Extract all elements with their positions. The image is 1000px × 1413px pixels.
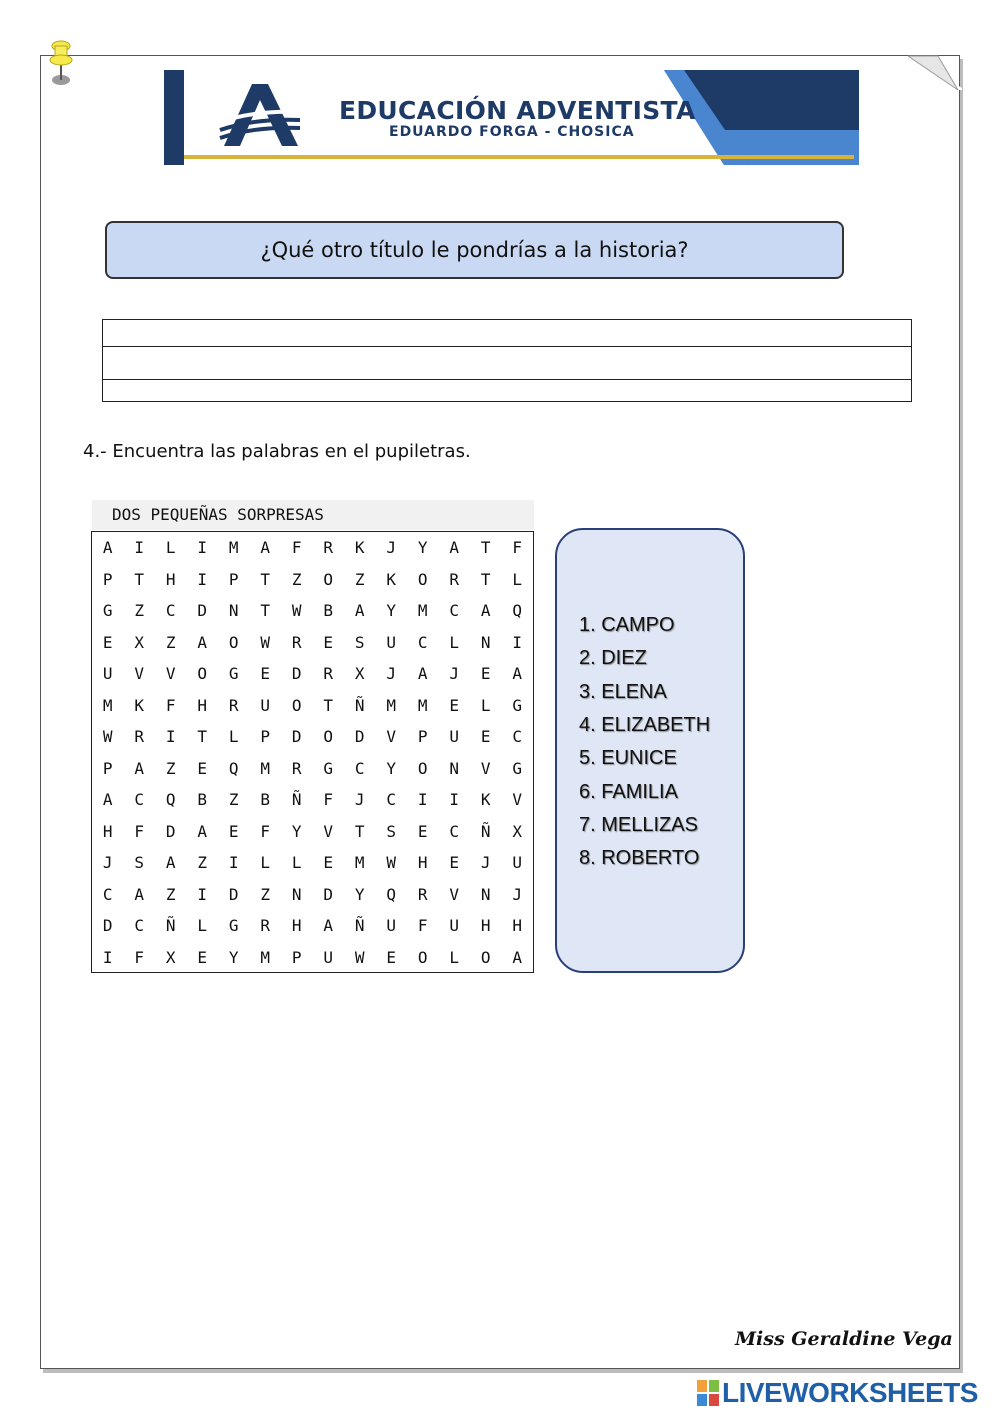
- grid-letter[interactable]: T: [323, 695, 334, 715]
- grid-letter[interactable]: Z: [134, 601, 145, 620]
- grid-letter[interactable]: K: [134, 695, 145, 715]
- grid-letter[interactable]: S: [354, 632, 365, 652]
- grid-letter[interactable]: E: [323, 853, 334, 872]
- word-list-item: 1. CAMPO: [579, 614, 675, 636]
- question-heading: ¿Qué otro título le pondrías a la historia?: [105, 221, 844, 279]
- teacher-signature: Miss Geraldine Vega: [735, 1328, 953, 1350]
- word-list-box: [555, 528, 745, 973]
- grid-letter[interactable]: G: [102, 601, 113, 620]
- grid-letter[interactable]: Z: [291, 569, 302, 589]
- grid-letter[interactable]: O: [417, 758, 428, 778]
- grid-letter[interactable]: H: [102, 821, 113, 841]
- grid-letter[interactable]: R: [228, 695, 239, 715]
- grid-letter[interactable]: E: [197, 758, 208, 778]
- grid-letter[interactable]: Z: [165, 632, 176, 652]
- liveworksheets-brand[interactable]: [697, 1376, 978, 1410]
- grid-letter[interactable]: M: [260, 758, 271, 778]
- grid-letter[interactable]: U: [449, 727, 460, 746]
- grid-letter[interactable]: N: [449, 758, 460, 778]
- grid-letter[interactable]: L: [449, 947, 460, 967]
- grid-letter[interactable]: P: [417, 727, 428, 746]
- grid-letter[interactable]: U: [102, 664, 113, 683]
- grid-letter[interactable]: H: [197, 695, 208, 715]
- grid-letter[interactable]: L: [291, 853, 302, 872]
- grid-letter[interactable]: C: [134, 916, 145, 935]
- grid-letter[interactable]: Y: [386, 758, 397, 778]
- grid-letter[interactable]: E: [323, 632, 334, 652]
- grid-letter[interactable]: Q: [386, 884, 397, 904]
- grid-letter[interactable]: N: [291, 884, 302, 904]
- grid-letter[interactable]: J: [102, 853, 113, 872]
- grid-letter[interactable]: A: [260, 538, 271, 557]
- grid-letter[interactable]: Ñ: [291, 790, 302, 809]
- grid-letter[interactable]: U: [323, 947, 334, 967]
- grid-letter[interactable]: I: [197, 569, 208, 589]
- grid-letter[interactable]: F: [134, 821, 145, 841]
- grid-letter[interactable]: A: [197, 632, 208, 652]
- answer-line: [103, 379, 911, 380]
- grid-letter[interactable]: R: [260, 916, 271, 935]
- grid-letter[interactable]: E: [102, 632, 113, 652]
- grid-letter[interactable]: K: [480, 790, 491, 809]
- grid-letter[interactable]: T: [197, 727, 208, 746]
- grid-letter[interactable]: C: [449, 821, 460, 841]
- grid-letter[interactable]: Y: [417, 538, 428, 557]
- grid-letter[interactable]: Z: [354, 569, 365, 589]
- grid-letter[interactable]: J: [354, 790, 365, 809]
- word-list-item: 3. ELENA: [579, 680, 667, 703]
- answer-area[interactable]: [102, 319, 912, 402]
- grid-letter[interactable]: Ñ: [354, 916, 365, 935]
- grid-letter[interactable]: R: [291, 758, 302, 778]
- grid-letter[interactable]: Y: [291, 821, 302, 841]
- grid-letter[interactable]: C: [386, 790, 397, 809]
- grid-letter[interactable]: U: [386, 632, 397, 652]
- grid-letter[interactable]: R: [417, 884, 428, 904]
- grid-letter[interactable]: F: [512, 538, 523, 557]
- grid-letter[interactable]: O: [228, 632, 239, 652]
- brand-name: LIVEWORKSHEETS: [722, 1377, 978, 1408]
- grid-letter[interactable]: A: [417, 664, 428, 683]
- grid-letter[interactable]: L: [197, 916, 208, 935]
- grid-letter[interactable]: H: [480, 916, 491, 935]
- grid-letter[interactable]: X: [134, 632, 145, 652]
- grid-letter[interactable]: V: [386, 727, 397, 746]
- grid-letter[interactable]: D: [165, 821, 176, 841]
- grid-letter[interactable]: E: [228, 821, 239, 841]
- grid-letter[interactable]: B: [260, 790, 271, 809]
- school-name: EDUCACIÓN ADVENTISTA: [339, 96, 696, 125]
- grid-letter[interactable]: J: [480, 853, 491, 872]
- grid-letter[interactable]: X: [354, 664, 365, 683]
- grid-letter[interactable]: P: [228, 569, 239, 589]
- grid-letter[interactable]: C: [417, 632, 428, 652]
- grid-letter[interactable]: F: [260, 821, 271, 841]
- grid-letter[interactable]: D: [354, 727, 365, 746]
- grid-letter[interactable]: V: [480, 758, 491, 778]
- grid-letter[interactable]: A: [512, 664, 523, 683]
- grid-letter[interactable]: V: [449, 884, 460, 904]
- grid-letter[interactable]: U: [449, 916, 460, 935]
- grid-letter[interactable]: D: [323, 884, 334, 904]
- word-list-item: 2. DIEZ: [579, 647, 647, 670]
- grid-letter[interactable]: N: [480, 884, 491, 904]
- grid-letter[interactable]: Y: [354, 884, 365, 904]
- grid-letter[interactable]: B: [323, 601, 334, 620]
- grid-letter[interactable]: O: [323, 727, 334, 746]
- exercise-instruction: 4.- Encuentra las palabras en el pupiletras.: [83, 441, 471, 462]
- grid-letter[interactable]: A: [102, 538, 113, 557]
- grid-letter[interactable]: M: [386, 695, 397, 715]
- grid-letter[interactable]: D: [291, 727, 302, 746]
- grid-letter[interactable]: P: [291, 947, 302, 967]
- grid-letter[interactable]: Y: [386, 601, 397, 620]
- word-list-item: 5. EUNICE: [579, 747, 677, 770]
- grid-letter[interactable]: V: [323, 821, 334, 841]
- grid-letter[interactable]: G: [228, 664, 239, 683]
- grid-letter[interactable]: E: [480, 727, 491, 746]
- grid-letter[interactable]: A: [134, 884, 145, 904]
- grid-letter[interactable]: D: [291, 664, 302, 683]
- grid-letter[interactable]: M: [417, 601, 428, 620]
- grid-letter[interactable]: D: [102, 916, 113, 935]
- grid-letter[interactable]: M: [417, 695, 428, 715]
- page-curl-icon: [908, 52, 962, 92]
- grid-letter[interactable]: I: [197, 538, 208, 557]
- grid-letter[interactable]: R: [134, 727, 145, 746]
- grid-letter[interactable]: T: [480, 569, 491, 589]
- grid-letter[interactable]: I: [134, 538, 145, 557]
- grid-letter[interactable]: O: [417, 947, 428, 967]
- grid-letter[interactable]: B: [197, 790, 208, 809]
- pushpin-icon: [46, 40, 76, 88]
- grid-letter[interactable]: C: [512, 727, 523, 746]
- grid-letter[interactable]: A: [512, 947, 523, 967]
- grid-letter[interactable]: F: [417, 916, 428, 935]
- grid-letter[interactable]: I: [165, 727, 176, 746]
- grid-letter[interactable]: E: [386, 947, 397, 967]
- grid-letter[interactable]: W: [386, 853, 397, 872]
- grid-letter[interactable]: E: [480, 664, 491, 683]
- grid-letter[interactable]: O: [480, 947, 491, 967]
- grid-letter[interactable]: L: [228, 727, 239, 746]
- grid-letter[interactable]: J: [512, 884, 523, 904]
- grid-letter[interactable]: P: [102, 758, 113, 778]
- grid-letter[interactable]: L: [480, 695, 491, 715]
- grid-letter[interactable]: G: [512, 758, 523, 778]
- grid-letter[interactable]: P: [102, 569, 113, 589]
- grid-letter[interactable]: L: [165, 538, 176, 557]
- grid-letter[interactable]: T: [260, 569, 271, 589]
- grid-letter[interactable]: D: [197, 601, 208, 620]
- grid-letter[interactable]: H: [417, 853, 428, 872]
- grid-letter[interactable]: U: [512, 853, 523, 872]
- grid-letter[interactable]: R: [323, 664, 334, 683]
- grid-letter[interactable]: K: [354, 538, 365, 557]
- grid-letter[interactable]: Z: [165, 758, 176, 778]
- grid-letter[interactable]: X: [165, 947, 176, 967]
- word-search-grid[interactable]: [91, 531, 534, 973]
- grid-letter[interactable]: Y: [228, 947, 239, 967]
- grid-letter[interactable]: W: [291, 601, 302, 620]
- grid-letter[interactable]: F: [134, 947, 145, 967]
- grid-letter[interactable]: T: [354, 821, 365, 841]
- grid-letter[interactable]: C: [102, 884, 113, 904]
- grid-letter[interactable]: C: [354, 758, 365, 778]
- grid-letter[interactable]: F: [291, 538, 302, 557]
- grid-letter[interactable]: O: [323, 569, 334, 589]
- grid-letter[interactable]: V: [134, 664, 145, 683]
- grid-letter[interactable]: F: [165, 695, 176, 715]
- grid-letter[interactable]: Z: [165, 884, 176, 904]
- grid-letter[interactable]: I: [197, 884, 208, 904]
- grid-letter[interactable]: G: [228, 916, 239, 935]
- grid-letter[interactable]: P: [260, 727, 271, 746]
- grid-letter[interactable]: L: [449, 632, 460, 652]
- grid-letter[interactable]: V: [165, 664, 176, 683]
- grid-letter[interactable]: F: [323, 790, 334, 809]
- grid-letter[interactable]: M: [260, 947, 271, 967]
- word-list-item: 8. ROBERTO: [579, 847, 700, 870]
- grid-letter[interactable]: R: [291, 632, 302, 652]
- grid-letter[interactable]: A: [134, 758, 145, 778]
- grid-letter[interactable]: Q: [165, 790, 176, 809]
- puzzle-title: DOS PEQUEÑAS SORPRESAS: [92, 500, 534, 530]
- grid-letter[interactable]: I: [228, 853, 239, 872]
- grid-letter[interactable]: L: [512, 569, 523, 589]
- grid-letter[interactable]: R: [323, 538, 334, 557]
- grid-letter[interactable]: I: [417, 790, 428, 809]
- grid-letter[interactable]: I: [512, 632, 523, 652]
- grid-letter[interactable]: J: [449, 664, 460, 683]
- grid-letter[interactable]: Z: [228, 790, 239, 809]
- grid-letter[interactable]: A: [449, 538, 460, 557]
- grid-letter[interactable]: T: [260, 601, 271, 620]
- answer-line: [103, 346, 911, 347]
- grid-letter[interactable]: C: [165, 601, 176, 620]
- grid-letter[interactable]: O: [417, 569, 428, 589]
- grid-letter[interactable]: G: [512, 695, 523, 715]
- grid-letter[interactable]: L: [260, 853, 271, 872]
- word-list-item: 6. FAMILIA: [579, 780, 678, 803]
- grid-letter[interactable]: A: [354, 601, 365, 620]
- grid-letter[interactable]: A: [480, 601, 491, 620]
- campus-name: EDUARDO FORGA - CHOSICA: [389, 124, 635, 140]
- grid-letter[interactable]: T: [480, 538, 491, 557]
- grid-letter[interactable]: Q: [228, 758, 239, 778]
- grid-letter[interactable]: M: [354, 853, 365, 872]
- grid-letter[interactable]: T: [134, 569, 145, 589]
- grid-letter[interactable]: A: [323, 916, 334, 935]
- grid-letter[interactable]: E: [197, 947, 208, 967]
- word-list-item: 4. ELIZABETH: [579, 713, 711, 736]
- grid-letter[interactable]: H: [291, 916, 302, 935]
- grid-letter[interactable]: I: [449, 790, 460, 809]
- grid-letter[interactable]: H: [512, 916, 523, 935]
- grid-letter[interactable]: U: [386, 916, 397, 935]
- grid-letter[interactable]: E: [449, 695, 460, 715]
- grid-letter[interactable]: K: [386, 569, 397, 589]
- grid-letter[interactable]: A: [165, 853, 176, 872]
- word-list-item: 7. MELLIZAS: [579, 813, 698, 836]
- grid-letter[interactable]: I: [102, 947, 113, 967]
- grid-letter[interactable]: E: [417, 821, 428, 841]
- grid-letter[interactable]: Ñ: [480, 821, 491, 841]
- grid-letter[interactable]: U: [260, 695, 271, 715]
- grid-letter[interactable]: W: [260, 632, 271, 652]
- grid-letter[interactable]: D: [228, 884, 239, 904]
- grid-letter[interactable]: H: [165, 569, 176, 589]
- grid-letter[interactable]: W: [354, 947, 365, 967]
- grid-letter[interactable]: Z: [260, 884, 271, 904]
- grid-letter[interactable]: S: [386, 821, 397, 841]
- grid-letter[interactable]: N: [480, 632, 491, 652]
- grid-letter[interactable]: Ñ: [165, 916, 176, 935]
- grid-letter[interactable]: R: [449, 569, 460, 589]
- school-banner: [164, 70, 859, 165]
- grid-letter[interactable]: M: [228, 538, 239, 557]
- grid-letter[interactable]: O: [291, 695, 302, 715]
- grid-letter[interactable]: C: [134, 790, 145, 809]
- grid-letter[interactable]: V: [512, 790, 523, 809]
- grid-letter[interactable]: X: [512, 821, 523, 841]
- grid-letter[interactable]: O: [197, 664, 208, 683]
- grid-letter[interactable]: G: [323, 758, 334, 778]
- grid-letter[interactable]: J: [386, 664, 397, 683]
- grid-letter[interactable]: E: [260, 664, 271, 683]
- grid-letter[interactable]: N: [228, 601, 239, 620]
- grid-letter[interactable]: W: [102, 727, 113, 746]
- grid-letter[interactable]: Z: [197, 853, 208, 872]
- adventist-logo: [216, 82, 306, 152]
- grid-letter[interactable]: J: [386, 538, 397, 557]
- grid-letter[interactable]: M: [102, 695, 113, 715]
- grid-letter[interactable]: A: [197, 821, 208, 841]
- grid-letter[interactable]: E: [449, 853, 460, 872]
- grid-letter[interactable]: Ñ: [354, 695, 365, 715]
- grid-letter[interactable]: A: [102, 790, 113, 809]
- liveworksheets-logo-icon: [697, 1380, 719, 1406]
- grid-letter[interactable]: Q: [512, 601, 523, 620]
- grid-letter[interactable]: C: [449, 601, 460, 620]
- grid-letter[interactable]: S: [134, 853, 145, 872]
